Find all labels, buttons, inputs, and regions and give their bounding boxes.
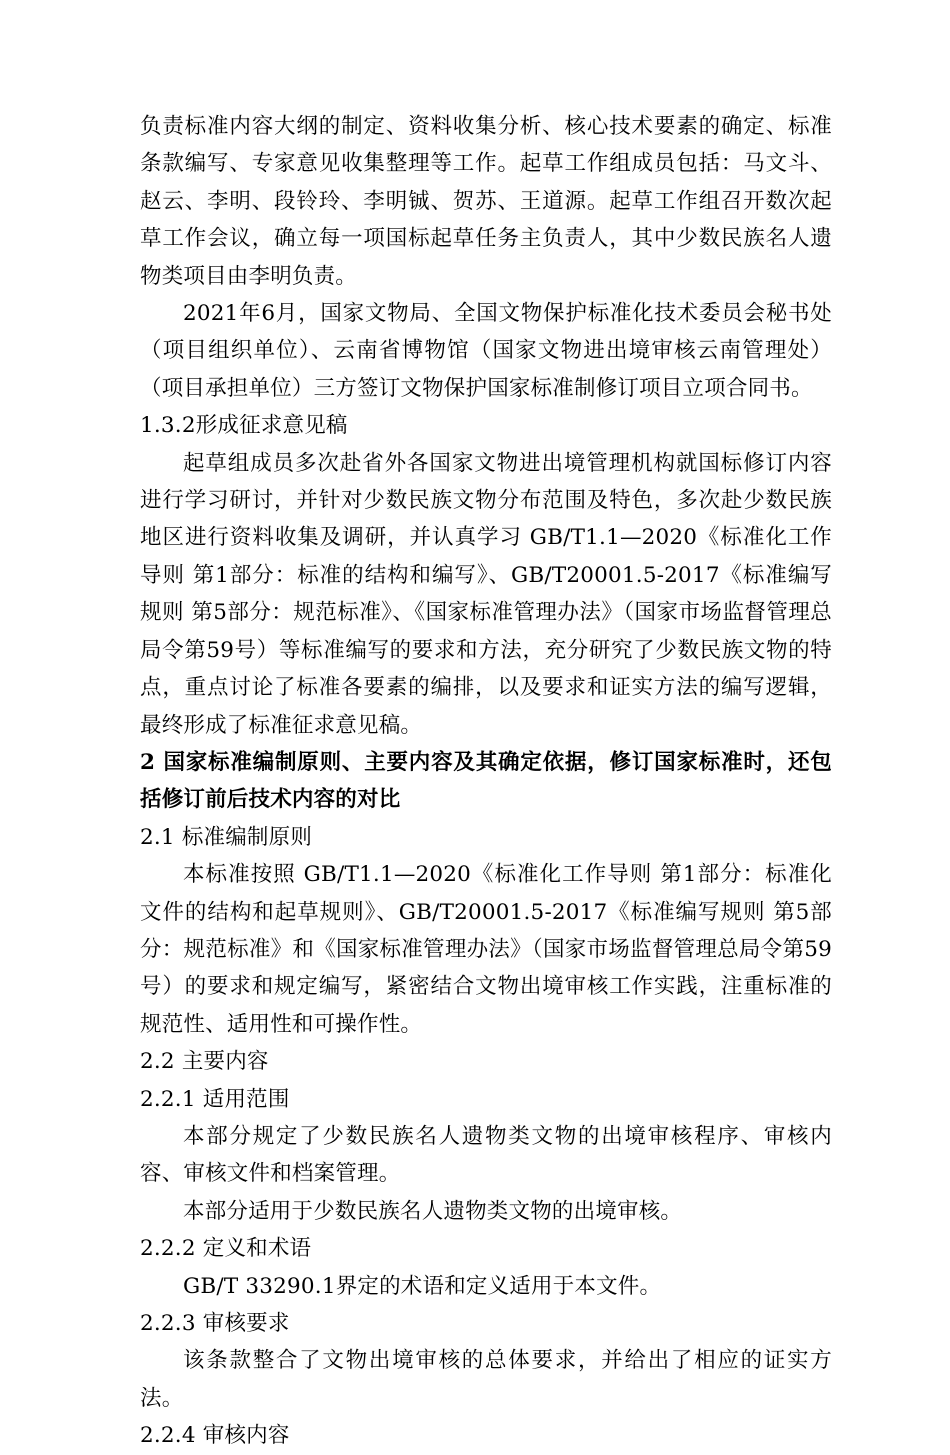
heading-2-1: 2.1 标准编制原则 — [140, 824, 313, 850]
paragraph-terms-definitions: GB/T 33290.1界定的术语和定义适用于本文件。 — [183, 1273, 662, 1299]
paragraph-responsibilities: 负责标准内容大纲的制定、资料收集分析、核心技术要素的确定、标准条款编写、专家意见收集整理等工作。起草工作组成员包括：马文斗、赵云、李明、段铃玲、李明铖、贺苏、王道源。起草工作组召开数次起草工作会议，确立每一项国标起草任务主负责人，其中少数民族名人遗物类项目由李明负责。 — [140, 114, 832, 289]
heading-2-2-1: 2.2.1 适用范围 — [140, 1086, 290, 1112]
heading-1-3-2: 1.3.2形成征求意见稿 — [140, 413, 348, 439]
heading-2-2-4: 2.2.4 审核内容 — [140, 1423, 290, 1449]
heading-2-2: 2.2 主要内容 — [140, 1049, 269, 1075]
paragraph-draft-comments: 起草组成员多次赴省外各国家文物进出境管理机构就国标修订内容进行学习研讨，并针对少数民族文物分布范围及特色，多次赴少数民族地区进行资料收集及调研，并认真学习 GB/T1.1—2020《标准化工作导则 第1部分：标准的结构和编写》、GB/T20001.5-2017《标准编写规则 第5部分：规范标准》、《国家标准管理办法》（国家市场监督管理总局令第59号）等标准编写的要求和方法，充分研究了少数民族文物的特点，重点讨论了标准各要素的编排，以及要求和证实方法的编写逻辑，最终形成了标准征求意见稿。 — [140, 450, 832, 738]
heading-2-2-2: 2.2.2 定义和术语 — [140, 1236, 312, 1262]
paragraph-scope-application: 本部分适用于少数民族名人遗物类文物的出境审核。 — [183, 1198, 683, 1224]
heading-2-2-3: 2.2.3 审核要求 — [140, 1311, 290, 1336]
paragraph-review-requirements: 该条款整合了文物出境审核的总体要求，并给出了相应的证实方法。 — [140, 1348, 832, 1411]
document-body — [140, 108, 832, 1455]
heading-section-2: 2 国家标准编制原则、主要内容及其确定依据，修订国家标准时，还包括修订前后技术内容的对比 — [140, 749, 832, 813]
paragraph-scope-provisions: 本部分规定了少数民族名人遗物类文物的出境审核程序、审核内容、审核文件和档案管理。 — [140, 1123, 832, 1187]
paragraph-standard-principles: 本标准按照 GB/T1.1—2020《标准化工作导则 第1部分：标准化文件的结构和起草规则》、GB/T20001.5-2017《标准编写规则 第5部分：规范标准》和《国家标准管理办法》（国家市场监督管理总局令第59号）的要求和规定编写，紧密结合文物出境审核工作实践，注重标准的规范性、适用性和可操作性。 — [140, 862, 832, 1037]
paragraph-contract-signing: 2021年6月，国家文物局、全国文物保护标准化技术委员会秘书处（项目组织单位）、云南省博物馆（国家文物进出境审核云南管理处）（项目承担单位）三方签订文物保护国家标准制修订项目立项合同书。 — [140, 301, 832, 401]
